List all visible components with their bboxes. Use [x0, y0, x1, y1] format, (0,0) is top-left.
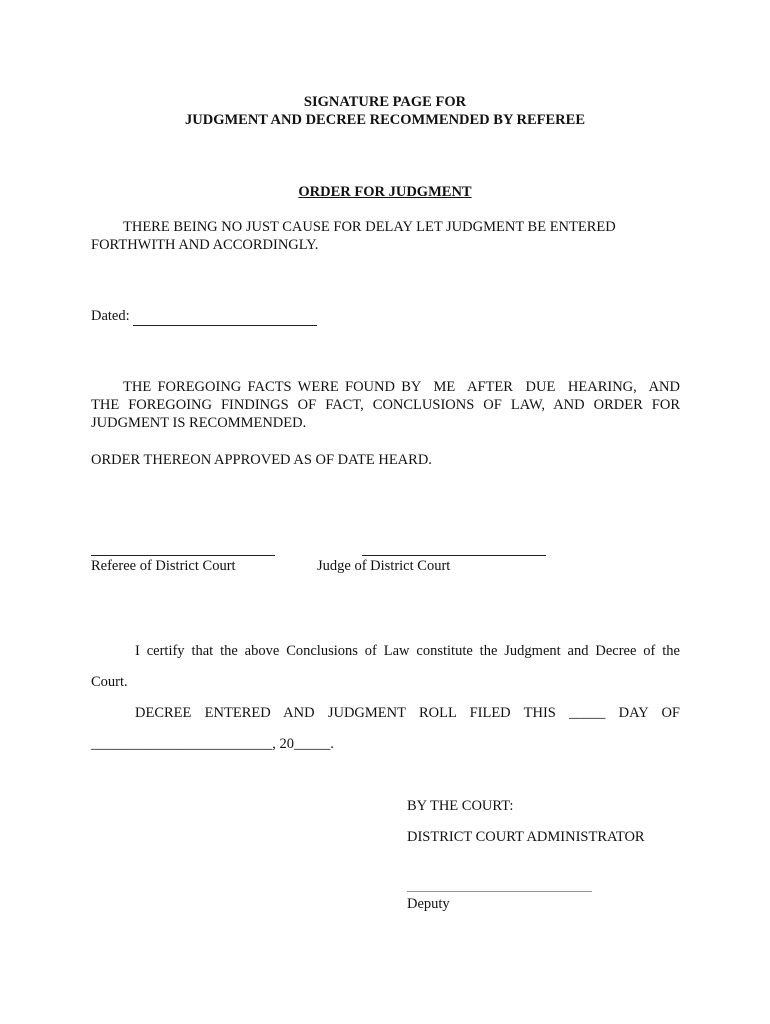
- referee-label: Referee of District Court: [91, 558, 236, 574]
- decree-line: DECREE ENTERED AND JUDGMENT ROLL FILED THIS _____ DAY OF: [135, 705, 680, 721]
- approved-text: ORDER THEREON APPROVED AS OF DATE HEARD.: [91, 452, 432, 468]
- judge-signature-line[interactable]: [362, 555, 546, 556]
- judge-label: Judge of District Court: [317, 558, 451, 574]
- deputy-label: Deputy: [407, 896, 450, 912]
- certify-line-1: I certify that the above Conclusions of Law constitute the Judgment and Decree of the: [135, 643, 680, 659]
- findings-line-3: JUDGMENT IS RECOMMENDED.: [91, 415, 307, 431]
- court-administrator: DISTRICT COURT ADMINISTRATOR: [407, 829, 645, 845]
- dated-label: Dated:: [91, 308, 130, 324]
- deputy-signature-line[interactable]: [407, 891, 592, 892]
- heading-line-1: SIGNATURE PAGE FOR: [303, 94, 467, 110]
- findings-line-1: THE FOREGOING FACTS WERE FOUND BY ME AFTER DUE HEARING, AND: [123, 379, 680, 395]
- order-text-line-1: THERE BEING NO JUST CAUSE FOR DELAY LET JUDGMENT BE ENTERED: [123, 219, 616, 235]
- by-the-court: BY THE COURT:: [407, 798, 514, 814]
- order-title: ORDER FOR JUDGMENT: [298, 184, 472, 200]
- dated-field[interactable]: [133, 308, 317, 326]
- findings-line-2: THE FOREGOING FINDINGS OF FACT, CONCLUSIONS OF LAW, AND ORDER FOR: [91, 397, 680, 413]
- referee-signature-line[interactable]: [91, 555, 275, 556]
- order-text-line-2: FORTHWITH AND ACCORDINGLY.: [91, 237, 319, 253]
- heading-line-2: JUDGMENT AND DECREE RECOMMENDED BY REFEREE: [185, 112, 585, 128]
- decree-date-line: _________________________, 20_____.: [91, 736, 334, 752]
- certify-line-2: Court.: [91, 674, 128, 690]
